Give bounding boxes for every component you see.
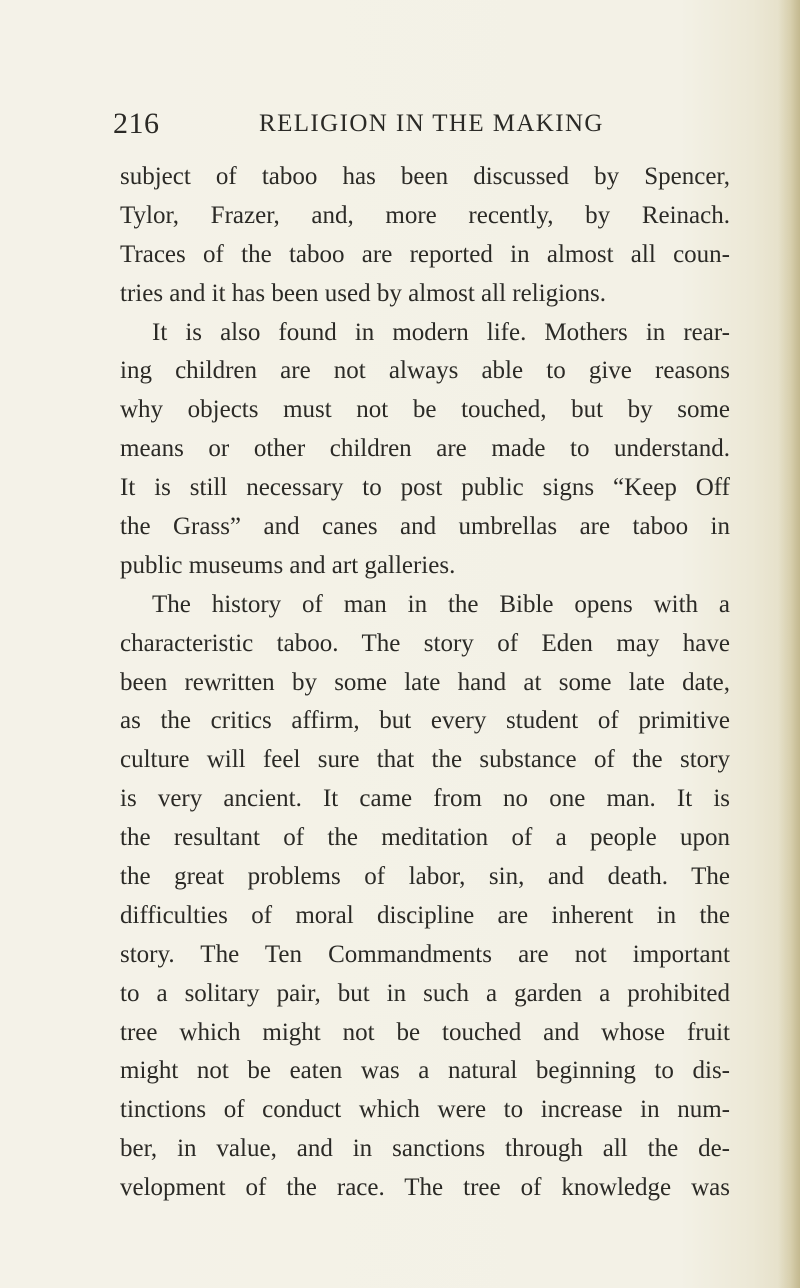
text-line: story. The Ten Commandments are not important [120, 940, 730, 968]
text-line: It is also found in modern life. Mothers in rear- [152, 318, 730, 346]
text-line: public museums and art galleries. [120, 551, 456, 579]
text-line: subject of taboo has been discussed by Spencer, [120, 163, 730, 190]
text-line: culture will feel sure that the substance of the story [120, 746, 730, 774]
running-head [113, 104, 673, 144]
text-line: ber, in value, and in sanctions through all the de- [120, 1135, 730, 1163]
text-line: to a solitary pair, but in such a garden a prohibited [120, 979, 730, 1007]
text-line: Traces of the taboo are reported in almost all coun- [120, 240, 730, 268]
text-line: ing children are not always able to give reasons [120, 357, 730, 385]
page-edge-shadow [778, 0, 800, 1288]
body-text [120, 158, 730, 1208]
text-line: why objects must not be touched, but by some [120, 396, 730, 424]
text-line: means or other children are made to understand. [120, 435, 730, 463]
text-line: velopment of the race. The tree of knowledge was [120, 1174, 730, 1202]
page-number: 216 [113, 107, 160, 140]
text-line: tinctions of conduct which were to increase in num- [120, 1096, 730, 1124]
text-line: difficulties of moral discipline are inherent in the [120, 901, 730, 929]
text-line: tries and it has been used by almost all religions. [120, 279, 607, 307]
book-title: RELIGION IN THE MAKING [259, 110, 604, 137]
text-line: The history of man in the Bible opens with a [152, 590, 730, 618]
text-line: Tylor, Frazer, and, more recently, by Reinach. [120, 201, 730, 229]
text-line: tree which might not be touched and whose fruit [120, 1018, 730, 1046]
text-line: It is still necessary to post public signs “Keep Off [120, 474, 730, 502]
text-line: is very ancient. It came from no one man. It is [120, 785, 730, 813]
text-line: the resultant of the meditation of a people upon [120, 824, 730, 852]
text-line: as the critics affirm, but every student of primitive [120, 707, 730, 735]
text-line: the Grass” and canes and umbrellas are taboo in [120, 513, 730, 541]
text-line: might not be eaten was a natural beginning to dis- [120, 1057, 730, 1085]
text-line: characteristic taboo. The story of Eden may have [120, 629, 730, 657]
text-line: been rewritten by some late hand at some late date, [120, 668, 730, 696]
text-line: the great problems of labor, sin, and death. The [120, 863, 730, 891]
